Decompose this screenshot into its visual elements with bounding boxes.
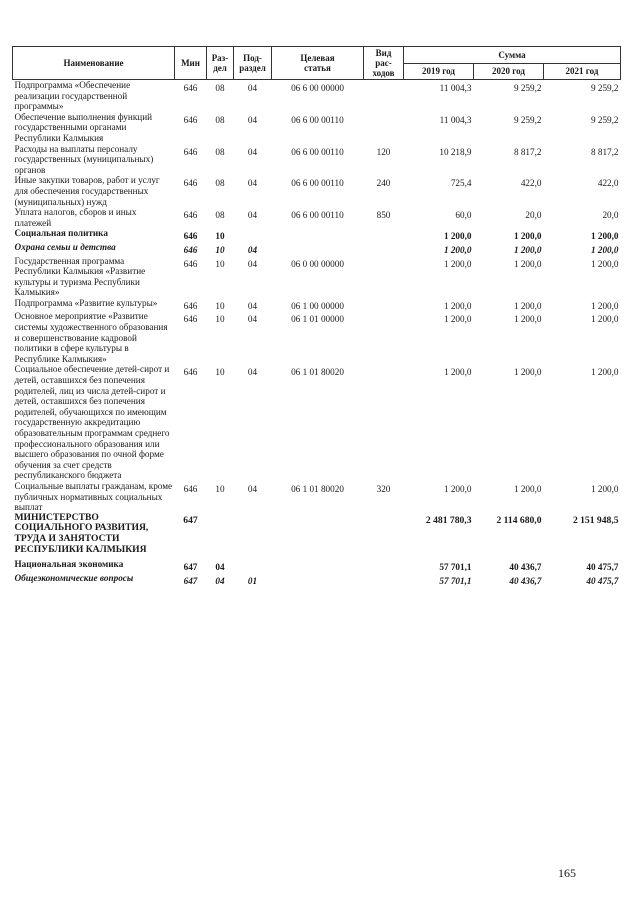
row-min: 646 bbox=[183, 178, 198, 189]
row-target: 06 6 00 00110 bbox=[291, 114, 344, 125]
table-row bbox=[13, 256, 621, 298]
row-podrazdel: 04 bbox=[247, 114, 258, 125]
row-razdel: 10 bbox=[215, 244, 225, 255]
table-row bbox=[13, 364, 621, 481]
row-podrazdel: 01 bbox=[247, 575, 258, 586]
row-2020: 1 200,0 bbox=[513, 258, 542, 269]
row-2020: 40 436,7 bbox=[509, 575, 542, 586]
row-min: 646 bbox=[183, 314, 198, 325]
row-min: 646 bbox=[183, 300, 198, 311]
row-2021: 20,0 bbox=[602, 210, 619, 221]
row-name: Подпрограмма «Развитие культуры» bbox=[14, 297, 158, 308]
row-target: 06 1 01 80020 bbox=[291, 483, 344, 494]
row-2019: 10 218,9 bbox=[439, 146, 472, 157]
table-row bbox=[13, 175, 621, 207]
row-2021: 1 200,0 bbox=[590, 244, 619, 255]
table-row bbox=[13, 242, 621, 256]
header-name: Наименование bbox=[13, 47, 175, 80]
header-2019: 2019 год bbox=[404, 63, 474, 80]
row-razdel: 04 bbox=[215, 575, 225, 586]
row-name: Подпрограмма «Обеспечение реализации государственной программы» bbox=[14, 80, 131, 112]
row-name: Социальные выплаты гражданам, кроме публичных нормативных социальных выплат bbox=[14, 480, 173, 513]
row-name: Уплата налогов, сборов и иных платежей bbox=[14, 207, 137, 228]
row-target bbox=[272, 242, 364, 256]
row-razdel: 10 bbox=[215, 231, 225, 242]
row-vid bbox=[364, 80, 404, 112]
row-min: 646 bbox=[183, 210, 198, 221]
row-vid bbox=[364, 573, 404, 587]
row-podrazdel: 04 bbox=[247, 83, 258, 93]
row-vid bbox=[364, 513, 404, 559]
row-2019: 1 200,0 bbox=[443, 367, 472, 378]
row-2021: 8 817,2 bbox=[590, 146, 619, 157]
row-razdel: 10 bbox=[215, 483, 225, 494]
row-target: 06 6 00 00110 bbox=[291, 146, 344, 157]
header-sum: Сумма bbox=[404, 47, 621, 64]
header-podrazdel: Под- раздел bbox=[234, 47, 272, 80]
row-target bbox=[272, 228, 364, 242]
header-2020: 2020 год bbox=[474, 63, 544, 80]
row-vid bbox=[364, 228, 404, 242]
row-2021: 9 259,2 bbox=[590, 83, 619, 93]
row-2019: 1 200,0 bbox=[443, 231, 472, 242]
row-2019: 1 200,0 bbox=[443, 483, 472, 494]
row-name: Социальная политика bbox=[14, 228, 108, 239]
row-min: 646 bbox=[183, 146, 198, 157]
row-2020: 1 200,0 bbox=[513, 244, 542, 255]
row-2020: 1 200,0 bbox=[513, 483, 542, 494]
row-2019: 57 701,1 bbox=[439, 575, 472, 586]
row-2019: 1 200,0 bbox=[443, 258, 472, 269]
row-vid: 320 bbox=[376, 483, 391, 494]
row-target: 06 6 00 00000 bbox=[291, 83, 344, 93]
row-min: 646 bbox=[183, 258, 198, 269]
row-2019: 2 481 780,3 bbox=[425, 514, 472, 526]
row-razdel: 08 bbox=[215, 146, 225, 157]
row-name: МИНИСТЕРСТВО СОЦИАЛЬНОГО РАЗВИТИЯ, ТРУДА И ЗАНЯТОСТИ РЕСПУБЛИКИ КАЛМЫКИЯ bbox=[14, 511, 149, 555]
table-row bbox=[13, 573, 621, 587]
row-name: Общеэкономические вопросы bbox=[14, 572, 134, 583]
table-row bbox=[13, 144, 621, 176]
row-razdel: 10 bbox=[215, 314, 225, 325]
row-vid: 120 bbox=[376, 146, 391, 157]
row-2019: 11 004,3 bbox=[439, 83, 472, 93]
row-2020: 1 200,0 bbox=[513, 231, 542, 242]
row-2019: 60,0 bbox=[455, 210, 472, 221]
row-podrazdel: 04 bbox=[247, 244, 258, 255]
table-body bbox=[13, 80, 621, 587]
table-row bbox=[13, 80, 621, 112]
row-podrazdel: 04 bbox=[247, 300, 258, 311]
row-vid bbox=[364, 256, 404, 298]
row-podrazdel: 04 bbox=[247, 178, 258, 189]
row-name: Охрана семьи и детства bbox=[14, 241, 116, 252]
row-name: Обеспечение выполнения функций государственными органами Республики Калмыкия bbox=[14, 111, 153, 143]
row-target: 06 1 01 80020 bbox=[291, 367, 344, 378]
row-2021: 9 259,2 bbox=[590, 114, 619, 125]
row-vid bbox=[364, 242, 404, 256]
row-2020: 9 259,2 bbox=[513, 83, 542, 93]
row-razdel: 10 bbox=[215, 367, 225, 378]
row-min: 646 bbox=[183, 244, 198, 255]
row-podrazdel: 04 bbox=[247, 367, 258, 378]
row-min: 646 bbox=[183, 83, 198, 93]
row-razdel: 10 bbox=[215, 258, 225, 269]
header-min: Мин bbox=[175, 47, 207, 80]
row-2021: 1 200,0 bbox=[590, 300, 619, 311]
row-2019: 57 701,1 bbox=[439, 562, 472, 573]
row-min: 647 bbox=[183, 575, 198, 586]
row-min: 646 bbox=[183, 483, 198, 494]
header-vid: Вид рас- ходов bbox=[364, 47, 404, 80]
row-target: 06 6 00 00110 bbox=[291, 210, 344, 221]
row-vid: 240 bbox=[376, 178, 391, 189]
row-target bbox=[272, 559, 364, 573]
row-2021: 2 151 948,5 bbox=[572, 514, 619, 526]
row-2020: 1 200,0 bbox=[513, 314, 542, 325]
table-row bbox=[13, 513, 621, 559]
row-2021: 40 475,7 bbox=[586, 575, 619, 586]
row-min: 646 bbox=[183, 231, 198, 242]
table-row bbox=[13, 481, 621, 513]
row-min: 647 bbox=[183, 562, 198, 573]
row-2019: 1 200,0 bbox=[443, 314, 472, 325]
row-vid bbox=[364, 298, 404, 312]
row-2020: 2 114 680,0 bbox=[496, 514, 542, 526]
row-vid bbox=[364, 311, 404, 364]
row-razdel: 04 bbox=[215, 562, 225, 573]
row-podrazdel: 04 bbox=[247, 483, 258, 494]
row-target bbox=[272, 513, 364, 559]
row-2020: 20,0 bbox=[525, 210, 542, 221]
row-name: Основное мероприятие «Развитие системы художественного образования и совершенствование кадровой политики в сфере культуры в Республике Калмыкия» bbox=[14, 311, 168, 364]
row-min: 646 bbox=[183, 367, 198, 378]
row-2021: 1 200,0 bbox=[590, 483, 619, 494]
row-podrazdel bbox=[234, 559, 272, 573]
row-2020: 1 200,0 bbox=[513, 300, 542, 311]
row-min: 646 bbox=[183, 114, 198, 125]
row-2021: 1 200,0 bbox=[590, 367, 619, 378]
row-2021: 1 200,0 bbox=[590, 314, 619, 325]
table-row bbox=[13, 207, 621, 228]
row-2021: 40 475,7 bbox=[586, 562, 619, 573]
row-name: Расходы на выплаты персоналу государственных (муниципальных) органов bbox=[14, 143, 154, 175]
table-row bbox=[13, 228, 621, 242]
row-2019: 725,4 bbox=[450, 178, 472, 189]
row-podrazdel: 04 bbox=[247, 146, 258, 157]
page-number: 165 bbox=[558, 866, 576, 880]
row-razdel: 08 bbox=[215, 114, 225, 125]
row-2020: 40 436,7 bbox=[509, 562, 542, 573]
row-2020: 422,0 bbox=[520, 178, 542, 189]
row-2019: 1 200,0 bbox=[443, 244, 472, 255]
row-2020: 8 817,2 bbox=[513, 146, 542, 157]
row-2021: 1 200,0 bbox=[590, 258, 619, 269]
row-2019: 1 200,0 bbox=[443, 300, 472, 311]
row-target: 06 0 00 00000 bbox=[291, 258, 344, 269]
row-razdel: 08 bbox=[215, 210, 225, 221]
row-vid bbox=[364, 364, 404, 481]
row-2021: 1 200,0 bbox=[590, 231, 619, 242]
row-vid bbox=[364, 559, 404, 573]
row-min: 647 bbox=[183, 514, 198, 526]
row-target: 06 6 00 00110 bbox=[291, 178, 344, 189]
row-2020: 9 259,2 bbox=[513, 114, 542, 125]
row-name: Социальное обеспечение детей-сирот и детей, оставшихся без попечения родителей, лиц из числа детей-сирот и детей, оставшихся без попечения родителей, обучающихся по имеющим государственную аккредитацию образовательным программам среднего профессионального образования или высшего образования по очной форме обучения за счет средств республиканского бюджета bbox=[14, 364, 170, 481]
header-target: Целевая статья bbox=[272, 47, 364, 80]
budget-table bbox=[12, 46, 621, 586]
header-razdel: Раз- дел bbox=[207, 47, 234, 80]
row-vid bbox=[364, 112, 404, 144]
row-target bbox=[272, 573, 364, 587]
row-name: Национальная экономика bbox=[14, 559, 124, 570]
row-podrazdel bbox=[234, 228, 272, 242]
row-razdel: 10 bbox=[215, 300, 225, 311]
row-podrazdel: 04 bbox=[247, 258, 258, 269]
row-podrazdel: 04 bbox=[247, 314, 258, 325]
row-razdel: 08 bbox=[215, 83, 225, 93]
table-row bbox=[13, 298, 621, 312]
row-name: Государственная программа Республики Калмыкия «Развитие культуры и туризма Республики Калмыкия» bbox=[14, 255, 146, 298]
row-target: 06 1 00 00000 bbox=[291, 300, 344, 311]
row-target: 06 1 01 00000 bbox=[291, 314, 344, 325]
row-2021: 422,0 bbox=[597, 178, 619, 189]
table-row bbox=[13, 559, 621, 573]
row-2020: 1 200,0 bbox=[513, 367, 542, 378]
row-podrazdel bbox=[234, 513, 272, 559]
table-row bbox=[13, 112, 621, 144]
header-2021: 2021 год bbox=[544, 63, 621, 80]
row-razdel: 08 bbox=[215, 178, 225, 189]
row-2019: 11 004,3 bbox=[439, 114, 472, 125]
row-podrazdel: 04 bbox=[247, 210, 258, 221]
row-razdel bbox=[207, 513, 234, 559]
header-row bbox=[13, 47, 621, 64]
table-row bbox=[13, 311, 621, 364]
row-name: Иные закупки товаров, работ и услуг для обеспечения государственных (муниципальных) нужд bbox=[14, 175, 160, 207]
row-vid: 850 bbox=[376, 210, 391, 221]
